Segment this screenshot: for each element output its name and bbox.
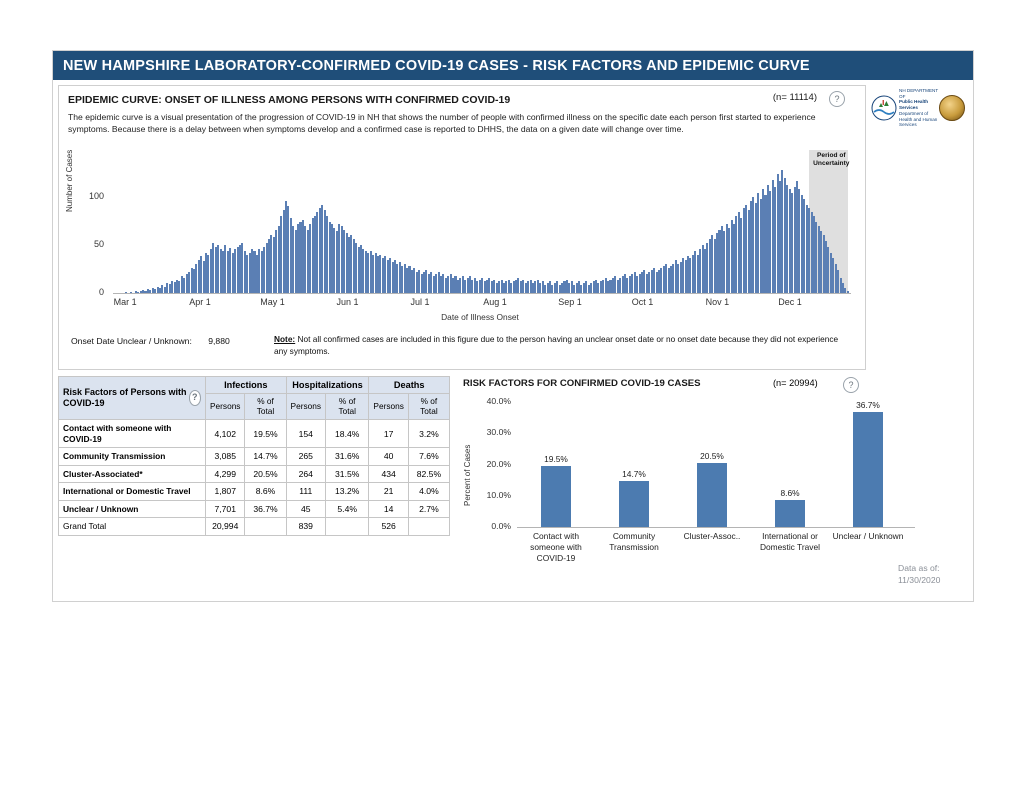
epi-y-tick: 0 (98, 287, 104, 297)
table-row-label: Cluster-Associated* (59, 465, 206, 483)
epidemic-note-text: Not all confirmed cases are included in this figure due to the person having an unclear onset date or no onset date because they did not experience any symptoms. (274, 334, 839, 356)
epi-y-tick: 100 (88, 190, 104, 201)
onset-unclear-label: Onset Date Unclear / Unknown: (71, 336, 192, 346)
epi-x-tick: May 1 (260, 297, 285, 307)
risk-bar-value-label: 19.5% (544, 454, 568, 465)
table-row (59, 483, 450, 501)
onset-unclear-value: 9,880 (208, 336, 230, 346)
risk-bar (541, 466, 571, 527)
table-row (59, 500, 450, 518)
epidemic-note-label: Note: (274, 334, 296, 344)
table-group-deaths: Deaths (369, 377, 450, 394)
help-icon[interactable]: ? (829, 91, 845, 107)
risk-bar (775, 500, 805, 527)
table-cell: 14 (369, 500, 408, 518)
epi-x-tick: Jun 1 (336, 297, 359, 307)
epi-bar-series (113, 168, 848, 293)
table-group-hospitalizations: Hospitalizations (286, 377, 369, 394)
epi-x-tick: Jul 1 (410, 297, 430, 307)
table-cell: 111 (286, 483, 325, 501)
epi-y-axis-title: Number of Cases (65, 149, 74, 212)
dashboard-title: NEW HAMPSHIRE LABORATORY-CONFIRMED COVID-19 CASES - RISK FACTORS AND EPIDEMIC CURVE (53, 51, 973, 80)
risk-chart-y-tick: 40.0% (486, 396, 511, 406)
risk-factors-table (58, 376, 450, 536)
help-icon[interactable]: ? (843, 377, 859, 393)
risk-bar-column (751, 488, 829, 527)
table-subheader-0: Persons (206, 394, 245, 420)
table-cell: 265 (286, 448, 325, 466)
table-cell: 7,701 (206, 500, 245, 518)
table-cell: 4.0% (408, 483, 449, 501)
table-cell: 4,102 (206, 420, 245, 448)
table-cell: 434 (369, 465, 408, 483)
risk-chart-plot-area (517, 402, 907, 527)
risk-bar-column (673, 451, 751, 527)
table-cell: 264 (286, 465, 325, 483)
risk-bar-column (517, 454, 595, 527)
epi-plot-area (113, 152, 850, 293)
risk-factors-chart-panel (455, 376, 967, 596)
epidemic-curve-heading: EPIDEMIC CURVE: ONSET OF ILLNESS AMONG PERSONS WITH CONFIRMED COVID-19 (68, 94, 511, 106)
table-cell: 21 (369, 483, 408, 501)
table-total-cell (408, 518, 449, 536)
table-total-row (59, 518, 450, 536)
table-cell: 31.6% (325, 448, 368, 466)
onset-unclear-row (71, 336, 230, 346)
table-row-label: Contact with someone with COVID-19 (59, 420, 206, 448)
table-cell: 4,299 (206, 465, 245, 483)
table-body (59, 420, 450, 536)
risk-bar-value-label: 14.7% (622, 469, 646, 480)
risk-factors-chart-heading: RISK FACTORS FOR CONFIRMED COVID-19 CASES (463, 378, 701, 389)
risk-chart-y-tick: 10.0% (486, 489, 511, 500)
risk-bar-value-label: 20.5% (700, 450, 724, 461)
table-row (59, 420, 450, 448)
table-cell: 5.4% (325, 500, 368, 518)
risk-chart-y-tick: 0.0% (491, 521, 511, 531)
table-corner-label: Risk Factors of Persons with COVID-19 (63, 386, 187, 409)
table-row-label: International or Domestic Travel (59, 483, 206, 501)
table-cell: 3.2% (408, 420, 449, 448)
table-total-cell: 526 (369, 518, 408, 536)
table-cell: 2.7% (408, 500, 449, 518)
table-cell: 13.2% (325, 483, 368, 501)
risk-bar-category-label: International or Domestic Travel (759, 531, 821, 552)
risk-bar (697, 463, 727, 527)
risk-bar-category-label: Contact with someone with COVID-19 (530, 531, 582, 563)
risk-factors-table-wrap (58, 376, 450, 536)
table-corner-header (59, 377, 206, 420)
epidemic-note (274, 334, 844, 357)
risk-bar-category-label: Community Transmission (609, 531, 659, 552)
table-group-infections: Infections (206, 377, 287, 394)
epi-x-axis-title: Date of Illness Onset (441, 312, 519, 322)
logo-area (871, 87, 967, 129)
table-cell: 8.6% (245, 483, 286, 501)
risk-bar (619, 481, 649, 527)
risk-bar-column (595, 469, 673, 527)
table-row (59, 465, 450, 483)
table-subheader-5: % of Total (408, 394, 449, 420)
epi-x-tick: Sep 1 (558, 297, 582, 307)
table-cell: 19.5% (245, 420, 286, 448)
data-as-of-value: 11/30/2020 (898, 574, 941, 585)
risk-chart-x-axis-line (517, 527, 915, 528)
table-total-label: Grand Total (59, 518, 206, 536)
risk-bar (853, 412, 883, 527)
epidemic-curve-chart (65, 149, 858, 324)
nh-dhhs-logo (871, 87, 941, 128)
table-cell: 17 (369, 420, 408, 448)
epi-x-tick: Oct 1 (631, 297, 654, 307)
table-total-cell (325, 518, 368, 536)
risk-chart-y-tick: 30.0% (486, 427, 511, 438)
table-subheader-4: Persons (369, 394, 408, 420)
table-subheader-1: % of Total (245, 394, 286, 420)
table-cell: 31.5% (325, 465, 368, 483)
dhhs-emblem-icon (871, 95, 897, 121)
risk-bar-column (829, 400, 907, 527)
risk-bar-value-label: 36.7% (856, 400, 880, 411)
epidemic-curve-count: (n= 11114) (772, 92, 817, 103)
table-total-cell: 839 (286, 518, 325, 536)
epi-x-tick: Apr 1 (189, 297, 211, 307)
data-as-of (898, 563, 940, 586)
table-subheader-3: % of Total (325, 394, 368, 420)
table-row-label: Unclear / Unknown (59, 500, 206, 518)
table-cell: 20.5% (245, 465, 286, 483)
table-cell: 18.4% (325, 420, 368, 448)
table-cell: 3,085 (206, 448, 245, 466)
table-group-header-row (59, 377, 450, 394)
state-seal-icon (939, 95, 965, 121)
table-total-cell (245, 518, 286, 536)
epi-y-tick: 50 (93, 238, 104, 249)
epi-x-axis-line (113, 293, 851, 294)
epidemic-curve-panel (58, 85, 866, 370)
table-row (59, 448, 450, 466)
table-cell: 45 (286, 500, 325, 518)
risk-bar-value-label: 8.6% (780, 488, 800, 499)
table-cell: 14.7% (245, 448, 286, 466)
risk-bar-category-label: Cluster-Assoc.. (683, 531, 741, 541)
table-total-cell: 20,994 (206, 518, 245, 536)
epi-x-tick: Nov 1 (705, 297, 730, 307)
risk-chart-y-axis-title: Percent of Cases (463, 444, 472, 506)
table-cell: 40 (369, 448, 408, 466)
epi-x-tick: Dec 1 (778, 297, 802, 307)
table-cell: 7.6% (408, 448, 449, 466)
dhhs-logo-text: NH DEPARTMENT OF Public Health Services Department of Health and Human Services (899, 87, 939, 128)
help-icon[interactable]: ? (189, 390, 201, 406)
table-head (59, 377, 450, 420)
epi-x-tick: Mar 1 (113, 297, 137, 307)
table-cell: 1,807 (206, 483, 245, 501)
table-cell: 154 (286, 420, 325, 448)
period-of-uncertainty-label: Period of Uncertainty (813, 152, 850, 168)
risk-chart-y-tick: 20.0% (486, 458, 511, 469)
epi-x-tick: Aug 1 (483, 297, 507, 307)
dashboard-panel (52, 50, 974, 602)
data-as-of-label: Data as of: (898, 563, 940, 573)
risk-bar-category-label: Unclear / Unknown (832, 531, 904, 541)
table-cell: 36.7% (245, 500, 286, 518)
epidemic-curve-description: The epidemic curve is a visual presentation of the progression of COVID-19 in NH that shows the number of people with confirmed illness on the specific date each person first started to experience symptoms. Because there is a delay between when symptoms develop and a confirmed case is reported to DHHS, the data on a given date will change over time. (68, 112, 816, 135)
table-subheader-2: Persons (286, 394, 325, 420)
risk-factors-chart-count: (n= 20994) (773, 378, 818, 388)
table-row-label: Community Transmission (59, 448, 206, 466)
table-cell: 82.5% (408, 465, 449, 483)
